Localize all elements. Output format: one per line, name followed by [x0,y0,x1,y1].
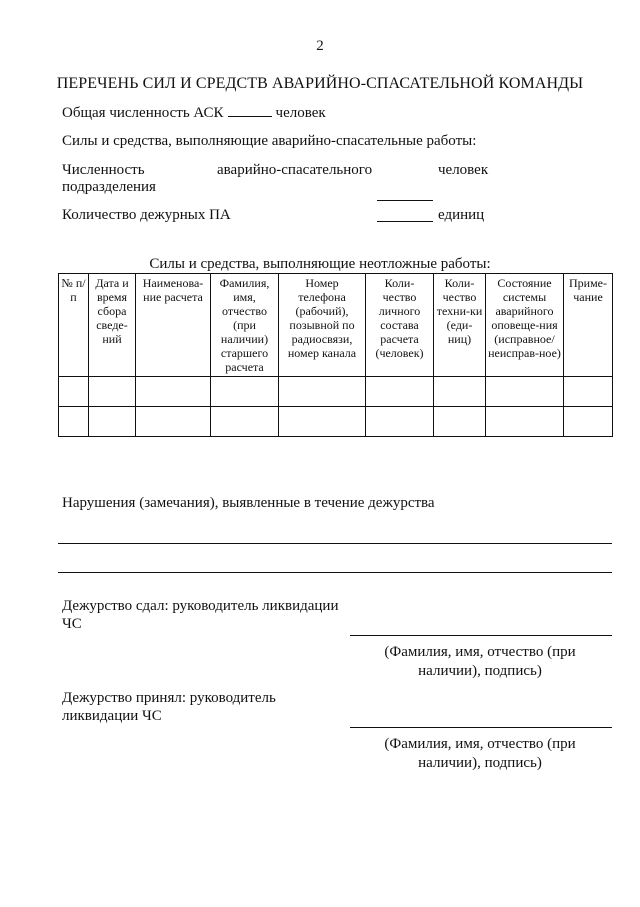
handover-label: Дежурство сдал: руководитель ликвидации ЧС [62,598,339,632]
forces-table [58,273,613,437]
table-cell[interactable] [564,377,613,407]
takeover-label: Дежурство принял: руководитель ликвидации ЧС [62,690,276,724]
table-cell[interactable] [434,407,486,437]
table-header-cell: Фамилия, имя, отчество (при наличии) старшего расчета [211,274,279,377]
duty-vehicles-unit: единиц [438,207,485,223]
page-title: ПЕРЕЧЕНЬ СИЛ И СРЕДСТВ АВАРИЙНО-СПАСАТЕЛЬНОЙ КОМАНДЫ [56,75,584,92]
table-header-cell: Состояние системы аварийного оповеще-ния (исправное/ неисправ-ное) [486,274,564,377]
table-cell[interactable] [366,407,434,437]
rescue-heading: Силы и средства, выполняющие аварийно-спасательные работы: [62,133,477,149]
duty-vehicles-blank[interactable] [377,221,433,222]
total-count-label: Общая численность АСК [62,105,224,121]
table-cell[interactable] [366,377,434,407]
unit-strength-label-3: подразделения [62,179,156,195]
table-cell[interactable] [136,407,211,437]
takeover-signature-line[interactable] [350,727,612,728]
table-header-row [59,274,613,377]
handover-caption: (Фамилия, имя, отчество (при наличии), подпись) [384,644,576,679]
page-number: 2 [316,38,324,54]
total-count-unit: человек [275,105,326,121]
unit-strength-unit: человек [438,162,489,178]
table-row [59,377,613,407]
violations-line-2[interactable] [58,572,612,573]
handover-signature-line[interactable] [350,635,612,636]
table-cell[interactable] [136,377,211,407]
table-cell[interactable] [89,407,136,437]
table-cell[interactable] [59,407,89,437]
table-header-cell: Приме-чание [564,274,613,377]
table-header-cell: № п/п [59,274,89,377]
table-header-cell: Дата и время сбора сведе-ний [89,274,136,377]
total-count-blank[interactable] [228,104,272,117]
table-cell[interactable] [486,407,564,437]
total-count-line [62,104,326,122]
table-cell[interactable] [279,377,366,407]
unit-strength-label-1: Численность [62,162,145,178]
table-cell[interactable] [59,377,89,407]
table-header-cell: Наименова-ние расчета [136,274,211,377]
table-header-cell: Номер телефона (рабочий), позывной по радиосвязи, номер канала [279,274,366,377]
table-cell[interactable] [89,377,136,407]
table-header-cell: Коли-чество личного состава расчета (человек) [366,274,434,377]
table-header-cell: Коли-чество техни-ки (еди-ниц) [434,274,486,377]
table-cell[interactable] [564,407,613,437]
takeover-caption: (Фамилия, имя, отчество (при наличии), подпись) [384,736,576,771]
unit-strength-label-2: аварийно-спасательного [217,162,373,178]
table-cell[interactable] [486,377,564,407]
table-cell[interactable] [211,407,279,437]
table-cell[interactable] [279,407,366,437]
table-row [59,407,613,437]
violations-line-1[interactable] [58,543,612,544]
unit-strength-blank[interactable] [377,200,433,201]
violations-label: Нарушения (замечания), выявленные в течение дежурства [62,495,435,511]
urgent-heading: Силы и средства, выполняющие неотложные работы: [149,256,491,272]
duty-vehicles-label: Количество дежурных ПА [62,207,231,223]
table-cell[interactable] [211,377,279,407]
table-cell[interactable] [434,377,486,407]
